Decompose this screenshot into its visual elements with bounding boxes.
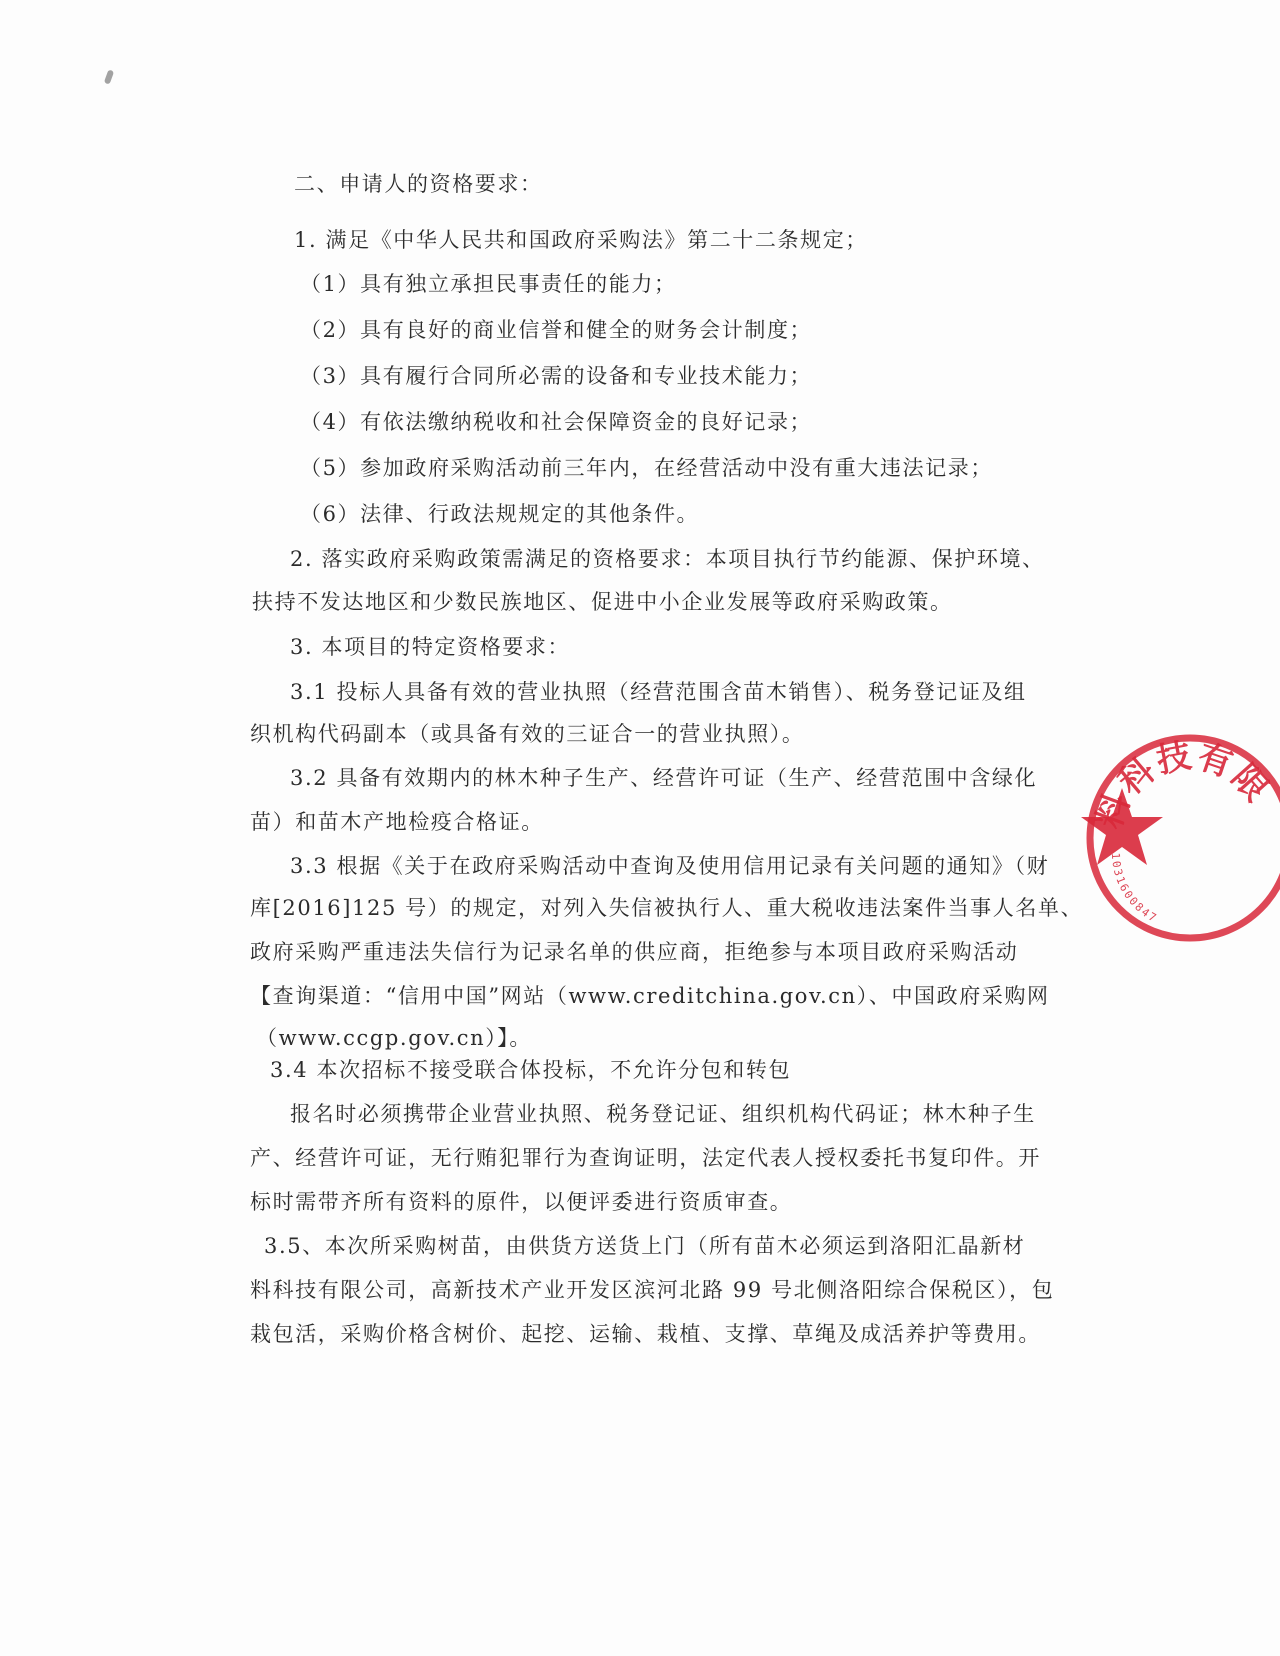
text-line: （3）具有履行合同所必需的设备和专业技术能力； [300,364,813,388]
text-line: 3.5、本次所采购树苗，由供货方送货上门（所有苗木必须运到洛阳汇晶新材 [264,1234,1026,1258]
text-line: 产、经营许可证，无行贿犯罪行为查询证明，法定代表人授权委托书复印件。开 [250,1146,1041,1170]
text-line: （6）法律、行政法规规定的其他条件。 [300,502,700,526]
section-title: 二、申请人的资格要求： [294,172,543,196]
official-seal [1080,728,1280,948]
text-line: 政府采购严重违法失信行为记录名单的供应商，拒绝参与本项目政府采购活动 [250,940,1019,964]
text-line: 库[2016]125 号）的规定，对列入失信被执行人、重大税收违法案件当事人名单、 [250,896,1084,920]
text-line: 3.2 具备有效期内的林木种子生产、经营许可证（生产、经营范围中含绿化 [290,766,1038,790]
scan-speck [104,69,114,84]
text-line: 3. 本项目的特定资格要求： [290,635,571,659]
text-line: （www.ccgp.gov.cn）】。 [256,1026,533,1050]
text-line: 苗）和苗木产地检疫合格证。 [250,810,544,834]
text-line: 2. 落实政府采购政策需满足的资格要求：本项目执行节约能源、保护环境、 [290,547,1045,571]
text-line: （5）参加政府采购活动前三年内，在经营活动中没有重大违法记录； [300,456,993,480]
text-line: 织机构代码副本（或具备有效的三证合一的营业执照）。 [250,722,805,746]
text-line: 3.4 本次招标不接受联合体投标，不允许分包和转包 [270,1058,792,1082]
text-line: 标时需带齐所有资料的原件，以便评委进行资质审查。 [250,1190,793,1214]
text-line: 3.3 根据《关于在政府采购活动中查询及使用信用记录有关问题的通知》（财 [290,854,1050,878]
text-line: （4）有依法缴纳税收和社会保障资金的良好记录； [300,410,813,434]
svg-text:1031600847 [1109,852,1160,925]
text-line: （1）具有独立承担民事责任的能力； [300,272,677,296]
text-line: 栽包活，采购价格含树价、起挖、运输、栽植、支撑、草绳及成活养护等费用。 [250,1322,1041,1346]
text-line: （2）具有良好的商业信誉和健全的财务会计制度； [300,318,813,342]
text-line: 【查询渠道：“信用中国”网站（www.creditchina.gov.cn）、中国政府采购网 [250,984,1050,1008]
seal-text: 料科技有限 [1088,735,1278,834]
text-line: 料科技有限公司，高新技术产业开发区滨河北路 99 号北侧洛阳综合保税区），包 [250,1278,1055,1302]
text-line: 1. 满足《中华人民共和国政府采购法》第二十二条规定； [294,228,868,252]
text-line: 报名时必须携带企业营业执照、税务登记证、组织机构代码证；林木种子生 [290,1102,1036,1126]
text-line: 扶持不发达地区和少数民族地区、促进中小企业发展等政府采购政策。 [252,590,953,614]
text-line: 3.1 投标人具备有效的营业执照（经营范围含苗木销售）、税务登记证及组 [290,680,1027,704]
seal-number: 1031600847 [1108,852,1161,926]
